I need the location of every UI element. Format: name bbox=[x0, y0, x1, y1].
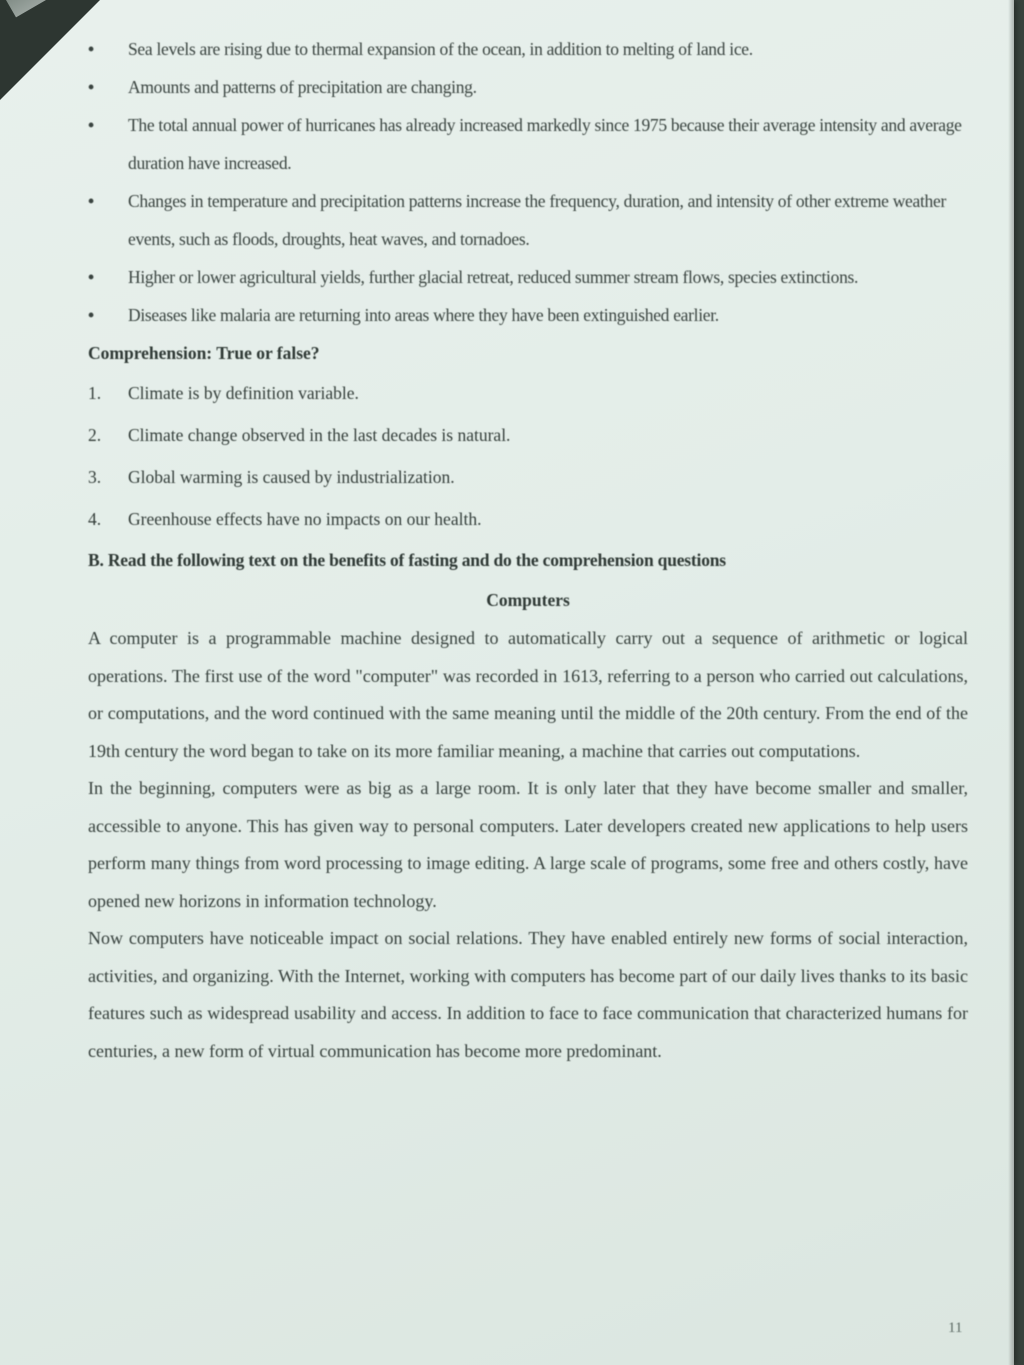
list-item-text: The total annual power of hurricanes has already increased markedly since 1975 because their average intensity and average duration have increased. bbox=[128, 115, 962, 173]
question-text: Climate is by definition variable. bbox=[128, 383, 359, 403]
question-number: 4. bbox=[88, 509, 102, 529]
question-number: 1. bbox=[88, 383, 102, 403]
list-item-text: Changes in temperature and precipitation patterns increase the frequency, duration, and intensity of other extreme weather events, such as floods, droughts, heat waves, and tornadoes. bbox=[128, 191, 946, 249]
bullet-marker: • bbox=[88, 267, 95, 287]
page-edge-shadow bbox=[1008, 0, 1014, 1365]
list-item-text: Sea levels are rising due to thermal expansion of the ocean, in addition to melting of land ice. bbox=[128, 39, 753, 59]
question-number: 3. bbox=[88, 467, 102, 487]
page-content bbox=[88, 30, 968, 1070]
list-item bbox=[88, 106, 968, 182]
list-item-text: Diseases like malaria are returning into areas where they have been extinguished earlier. bbox=[128, 305, 719, 325]
climate-effects-list bbox=[88, 30, 968, 334]
bullet-marker: • bbox=[88, 305, 95, 325]
question-item bbox=[88, 414, 968, 456]
list-item-text: Amounts and patterns of precipitation are changing. bbox=[128, 77, 477, 97]
list-item-text: Higher or lower agricultural yields, further glacial retreat, reduced summer stream flows, species extinctions. bbox=[128, 267, 859, 287]
paragraph: A computer is a programmable machine designed to automatically carry out a sequence of arithmetic or logical operations. The first use of the word "computer" was recorded in 1613, referring to a person who carried out calculations, or computations, and the word continued with the same meaning until the middle of the 20th century. From the end of the 19th century the word began to take on its more familiar meaning, a machine that carries out computations. bbox=[88, 628, 968, 761]
paragraph: In the beginning, computers were as big as a large room. It is only later that they have become smaller and smaller, accessible to anyone. This has given way to personal computers. Later developers created new applications to help users perform many things from word processing to image editing. A large scale of programs, some free and others costly, have opened new horizons in information technology. bbox=[88, 778, 968, 911]
bullet-marker: • bbox=[88, 39, 95, 59]
paragraph: Now computers have noticeable impact on social relations. They have enabled entirely new forms of social interaction, activities, and organizing. With the Internet, working with computers has become part of our daily lives thanks to its basic features such as widespread usability and access. In addition to face to face communication that characterized humans for centuries, a new form of virtual communication has become more predominant. bbox=[88, 928, 968, 1061]
bullet-marker: • bbox=[88, 191, 95, 211]
page-number: 11 bbox=[948, 1320, 963, 1336]
list-item bbox=[88, 258, 968, 296]
section-b-heading: B. Read the following text on the benefits of fasting and do the comprehension questions bbox=[88, 550, 726, 570]
question-item bbox=[88, 372, 968, 414]
list-item bbox=[88, 182, 968, 258]
bullet-marker: • bbox=[88, 77, 95, 97]
list-item bbox=[88, 30, 968, 68]
list-item bbox=[88, 68, 968, 106]
comprehension-title: Comprehension: True or false? bbox=[88, 343, 320, 363]
question-text: Greenhouse effects have no impacts on our health. bbox=[128, 509, 482, 529]
bullet-marker: • bbox=[88, 115, 95, 135]
question-item bbox=[88, 498, 968, 540]
text-title: Computers bbox=[486, 590, 570, 610]
list-item bbox=[88, 296, 968, 334]
question-number: 2. bbox=[88, 425, 102, 445]
question-text: Climate change observed in the last decades is natural. bbox=[128, 425, 511, 445]
question-item bbox=[88, 456, 968, 498]
question-text: Global warming is caused by industrialization. bbox=[128, 467, 455, 487]
comprehension-questions bbox=[88, 372, 968, 540]
